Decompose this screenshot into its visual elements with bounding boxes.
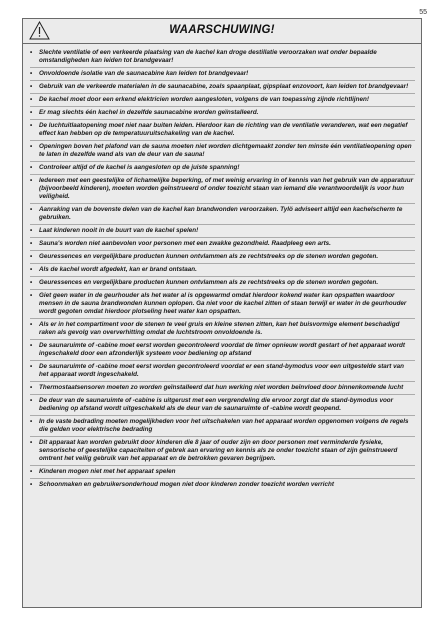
bullet-icon: • <box>30 253 33 260</box>
list-item-text: Giet geen water in de geurhouder als het water al is opgewarmd omdat hierdoor kokend water kan opspatten waardoor mensen in de sauna brandwonden kunnen oplopen. Ga niet voor de kachel zitten of staan terwijl er water in de geurhouder wordt gegoten omdat hierdoor plotseling heet water kan opspatten. <box>39 292 407 315</box>
warning-header <box>23 19 421 44</box>
list-item-text: De deur van de saunaruimte of -cabine is uitgerust met een vergrendeling die ervoor zorgt dat de stand-bymodus voor bediening op afstand wordt uitgeschakeld als de deur van de saunaruimte of -cabine wordt geopend. <box>39 397 394 412</box>
list-item <box>30 225 415 238</box>
list-item-text: De kachel moet door een erkend elektricien worden aangesloten, volgens de van toepassing zijnde richtlijnen! <box>39 96 369 103</box>
bullet-icon: • <box>30 481 33 488</box>
list-item-text: Geuressences en vergelijkbare producten kunnen ontvlammen als ze rechtstreeks op de stenen worden gegoten. <box>39 279 379 286</box>
bullet-icon: • <box>30 266 33 273</box>
list-item <box>30 416 415 437</box>
warning-list <box>23 44 421 491</box>
list-item <box>30 120 415 141</box>
list-item <box>30 277 415 290</box>
list-item-text: Als de kachel wordt afgedekt, kan er brand ontstaan. <box>39 266 197 273</box>
bullet-icon: • <box>30 177 33 184</box>
list-item-text: De saunaruimte of -cabine moet eerst worden gecontroleerd voordat de timer opnieuw wordt gestart of het apparaat wordt ingeschakeld door een afzonderlijk systeem voor bediening op afstand <box>39 342 405 357</box>
list-item <box>30 141 415 162</box>
list-item <box>30 162 415 175</box>
list-item-text: Schoonmaken en gebruikersonderhoud mogen niet door kinderen zonder toezicht worden verricht <box>39 481 334 488</box>
list-item-text: Aanraking van de bovenste delen van de kachel kan brandwonden veroorzaken. Tylö adviseert altijd een kachelscherm te gebruiken. <box>39 206 403 221</box>
list-item <box>30 94 415 107</box>
list-item <box>30 47 415 68</box>
list-item <box>30 81 415 94</box>
list-item-text: Gebruik van de verkeerde materialen in de saunacabine, zoals spaanplaat, gipsplaat enzovoort, kan leiden tot brandgevaar! <box>39 83 409 90</box>
bullet-icon: • <box>30 96 33 103</box>
list-item-text: Als er in het compartiment voor de stenen te veel gruis en kleine stenen zitten, kan het buisvormige element beschadigd raken als gevolg van oververhitting omdat de luchtstroom onvoldoende is. <box>39 321 400 336</box>
bullet-icon: • <box>30 468 33 475</box>
list-item-text: Dit apparaat kan worden gebruikt door kinderen die 8 jaar of ouder zijn en door personen met verminderde fysieke, sensorische of geestelijke capaciteiten of gebrek aan ervaring en kennis als ze onder toezicht staan of zijn geïnstrueerd omtrent het veilig gebruik van het apparaat en de betrokken gevaren begrijpen. <box>39 439 398 462</box>
page-number: 55 <box>419 9 427 16</box>
list-item <box>30 479 415 491</box>
list-item-text: Laat kinderen nooit in de buurt van de kachel spelen! <box>39 227 199 234</box>
bullet-icon: • <box>30 164 33 171</box>
list-item-text: Controleer altijd of de kachel is aangesloten op de juiste spanning! <box>39 164 240 171</box>
warning-box <box>22 18 422 608</box>
list-item <box>30 319 415 340</box>
bullet-icon: • <box>30 342 33 349</box>
list-item-text: De saunaruimte of -cabine moet eerst worden gecontroleerd voordat er een stand-bymodus voor een uitgestelde start van het apparaat wordt ingeschakeld. <box>39 363 404 378</box>
bullet-icon: • <box>30 439 33 446</box>
bullet-icon: • <box>30 279 33 286</box>
list-item <box>30 175 415 204</box>
list-item-text: Openingen boven het plafond van de sauna moeten niet worden dichtgemaakt zonder ten minste één ventilatieopening open te laten in dezelfde wand als van de deur van de sauna! <box>39 143 412 158</box>
bullet-icon: • <box>30 397 33 404</box>
list-item-text: Sauna's worden niet aanbevolen voor personen met een zwakke gezondheid. Raadpleeg een arts. <box>39 240 331 247</box>
list-item <box>30 382 415 395</box>
bullet-icon: • <box>30 363 33 370</box>
list-item <box>30 68 415 81</box>
bullet-icon: • <box>30 49 33 56</box>
list-item <box>30 107 415 120</box>
list-item <box>30 204 415 225</box>
bullet-icon: • <box>30 292 33 299</box>
list-item <box>30 264 415 277</box>
list-item-text: Er mag slechts één kachel in dezelfde saunacabine worden geïnstalleerd. <box>39 109 259 116</box>
list-item-text: Slechte ventilatie of een verkeerde plaatsing van de kachel kan droge destillatie veroorzaken wat onder bepaalde omstandigheden kan leiden tot brandgevaar! <box>39 49 377 64</box>
bullet-icon: • <box>30 384 33 391</box>
list-item <box>30 340 415 361</box>
list-item <box>30 395 415 416</box>
list-item <box>30 238 415 251</box>
list-item <box>30 251 415 264</box>
list-item <box>30 290 415 319</box>
bullet-icon: • <box>30 418 33 425</box>
list-item-text: Thermostaatsensoren moeten zo worden geïnstalleerd dat hun werking niet worden beïnvloed door binnenkomende lucht <box>39 384 404 391</box>
bullet-icon: • <box>30 143 33 150</box>
list-item-text: Kinderen mogen niet met het apparaat spelen <box>39 468 176 475</box>
bullet-icon: • <box>30 240 33 247</box>
list-item-text: De luchtuitlaatopening moet niet naar buiten leiden. Hierdoor kan de richting van de ventilatie veranderen, wat een negatief effect kan hebben op de temperatuuruitschakeling van de kachel. <box>39 122 408 137</box>
page-title: WAARSCHUWING! <box>169 24 275 36</box>
list-item <box>30 466 415 479</box>
bullet-icon: • <box>30 321 33 328</box>
list-item-text: Iedereen met een geestelijke of lichamelijke beperking, of met weinig ervaring in of kennis van het gebruik van de apparatuur (bijvoorbeeld kinderen), moeten worden geïnstrueerd of onder toezicht staan van iemand die verantwoordelijk is voor hun veiligheid. <box>39 177 414 200</box>
list-item-text: Geuressences en vergelijkbare producten kunnen ontvlammen als ze rechtstreeks op de stenen worden gegoten. <box>39 253 379 260</box>
bullet-icon: • <box>30 109 33 116</box>
list-item <box>30 437 415 466</box>
list-item-text: In de vaste bedrading moeten mogelijkheden voor het uitschakelen van het apparaat worden opgenomen volgens de regels die gelden voor elektrische bedrading <box>39 418 409 433</box>
bullet-icon: • <box>30 206 33 213</box>
bullet-icon: • <box>30 70 33 77</box>
bullet-icon: • <box>30 83 33 90</box>
list-item <box>30 361 415 382</box>
bullet-icon: • <box>30 122 33 129</box>
list-item-text: Onvoldoende isolatie van de saunacabine kan leiden tot brandgevaar! <box>39 70 249 77</box>
bullet-icon: • <box>30 227 33 234</box>
